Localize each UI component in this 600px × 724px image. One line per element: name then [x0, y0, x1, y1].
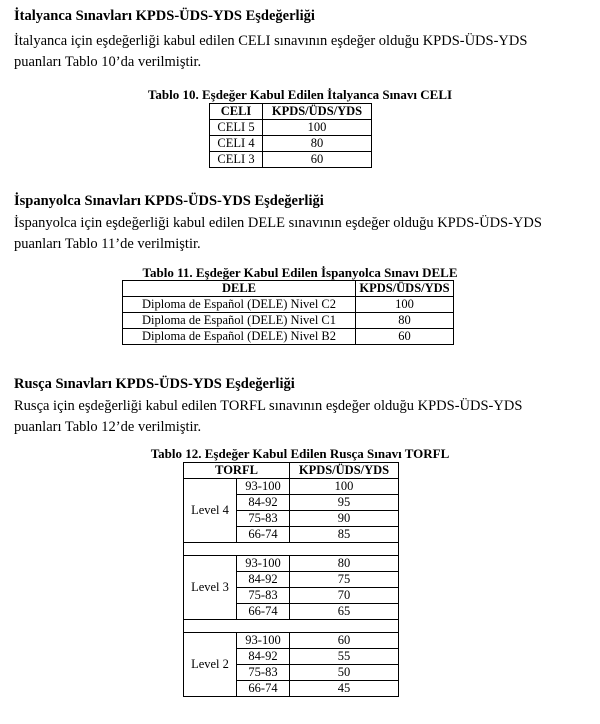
spanish-heading: İspanyolca Sınavları KPDS-ÜDS-YDS Eşdeğerliği [14, 193, 324, 209]
table-cell: CELI 5 [210, 120, 263, 136]
table-row [123, 313, 454, 329]
table-cell: 65 [290, 604, 399, 620]
table12-caption: Tablo 12. Eşdeğer Kabul Edilen Rusça Sınavı TORFL [150, 446, 450, 461]
table11-header: KPDS/ÜDS/YDS [356, 281, 454, 297]
table12-header: KPDS/ÜDS/YDS [290, 463, 399, 479]
table-cell: 45 [290, 681, 399, 697]
russian-paragraph [14, 396, 570, 438]
table-cell: 80 [290, 556, 399, 572]
table11-caption: Tablo 11. Eşdeğer Kabul Edilen İspanyolca Sınavı DELE [142, 265, 458, 280]
spanish-line1: İspanyolca için eşdeğerliği kabul edilen DELE sınavının eşdeğer olduğu KPDS-ÜDS-YDS [14, 215, 542, 231]
table-cell: 93-100 [237, 556, 290, 572]
table-cell: CELI 3 [210, 152, 263, 168]
spanish-paragraph [14, 213, 570, 255]
table-row [123, 329, 454, 345]
table-row [210, 136, 372, 152]
table-cell: 66-74 [237, 604, 290, 620]
table-cell: 84-92 [237, 572, 290, 588]
table10-header: KPDS/ÜDS/YDS [263, 104, 372, 120]
table-cell: 93-100 [237, 479, 290, 495]
table-cell: 80 [356, 313, 454, 329]
table-cell: 50 [290, 665, 399, 681]
table10-caption: Tablo 10. Eşdeğer Kabul Edilen İtalyanca Sınavı CELI [147, 87, 453, 102]
table-cell: 85 [290, 527, 399, 543]
table-cell: Diploma de Español (DELE) Nivel B2 [123, 329, 356, 345]
table-cell: 75-83 [237, 588, 290, 604]
level-cell: Level 3 [184, 556, 237, 620]
table-cell: 80 [263, 136, 372, 152]
table-cell: 60 [263, 152, 372, 168]
table11-header: DELE [123, 281, 356, 297]
table-cell: 100 [356, 297, 454, 313]
table-cell: 66-74 [237, 527, 290, 543]
table-cell: 100 [290, 479, 399, 495]
level-cell: Level 4 [184, 479, 237, 543]
table-spacer-row [184, 620, 399, 633]
italian-paragraph [14, 31, 570, 73]
russian-line1: Rusça için eşdeğerliği kabul edilen TORFL sınavının eşdeğer olduğu KPDS-ÜDS-YDS [14, 398, 523, 414]
table-cell: 90 [290, 511, 399, 527]
table10 [209, 103, 372, 168]
table-cell: 60 [290, 633, 399, 649]
italian-heading: İtalyanca Sınavları KPDS-ÜDS-YDS Eşdeğerliği [14, 8, 315, 24]
table-cell: 84-92 [237, 495, 290, 511]
table12-header: TORFL [184, 463, 290, 479]
table-row [184, 556, 399, 572]
table-cell: 75 [290, 572, 399, 588]
table10-header: CELI [210, 104, 263, 120]
table-cell: 84-92 [237, 649, 290, 665]
russian-heading: Rusça Sınavları KPDS-ÜDS-YDS Eşdeğerliği [14, 376, 295, 392]
table-cell: 55 [290, 649, 399, 665]
table-cell: 95 [290, 495, 399, 511]
table-cell: 70 [290, 588, 399, 604]
spanish-line2: puanları Tablo 11’de verilmiştir. [14, 236, 201, 252]
table-cell: Diploma de Español (DELE) Nivel C2 [123, 297, 356, 313]
table-cell: CELI 4 [210, 136, 263, 152]
table-cell: 93-100 [237, 633, 290, 649]
table-cell: 75-83 [237, 511, 290, 527]
russian-line2: puanları Tablo 12’de verilmiştir. [14, 419, 202, 435]
table-row [210, 152, 372, 168]
table-cell: 75-83 [237, 665, 290, 681]
italian-line1: İtalyanca için eşdeğerliği kabul edilen CELI sınavının eşdeğer olduğu KPDS-ÜDS-YDS [14, 33, 528, 49]
italian-line2: puanları Tablo 10’da verilmiştir. [14, 54, 202, 70]
table-cell: 100 [263, 120, 372, 136]
table-row [184, 633, 399, 649]
table-cell: 60 [356, 329, 454, 345]
level-cell: Level 2 [184, 633, 237, 697]
table-spacer-row [184, 543, 399, 556]
table12 [183, 462, 399, 697]
table11 [122, 280, 454, 345]
table-cell: 66-74 [237, 681, 290, 697]
table-row [210, 120, 372, 136]
table-row [184, 479, 399, 495]
table-cell: Diploma de Español (DELE) Nivel C1 [123, 313, 356, 329]
table-row [123, 297, 454, 313]
